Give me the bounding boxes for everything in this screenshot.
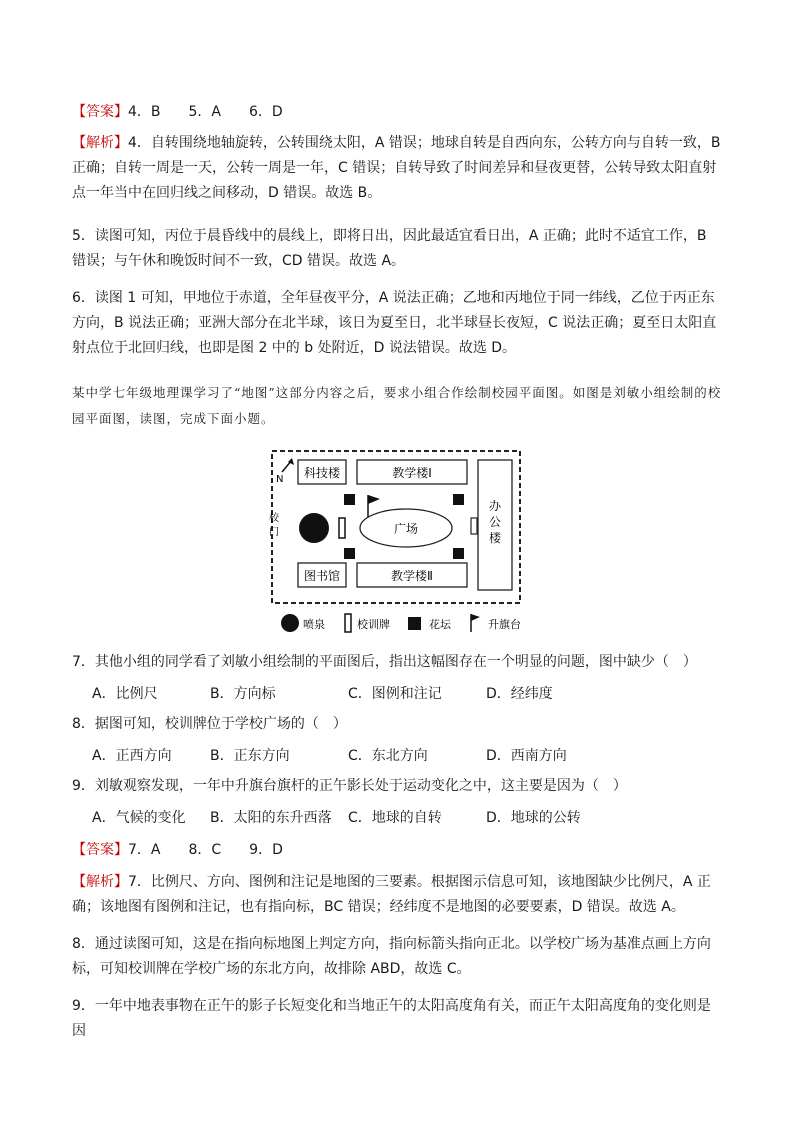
answer-text: 7．A 8．C 9．D [128, 842, 283, 858]
option-d[interactable]: D．地球的公转 [486, 810, 581, 826]
analysis-q8: 8．通过读图可知，这是在指向标地图上判定方向，指向标箭头指向正北。以学校广场为基准点画上方向标，可知校训牌在学校广场的东北方向，故排除 ABD，故选 C。 [72, 936, 711, 977]
office-building-char-1: 办 [488, 499, 502, 513]
answer-tag: 【答案】 [72, 104, 128, 120]
legend-fountain-icon [281, 614, 299, 632]
north-label: N [276, 474, 284, 485]
fountain-symbol [299, 513, 329, 543]
analysis-tag: 【解析】 [72, 135, 128, 151]
office-entrance [471, 518, 477, 534]
option-b[interactable]: B．方向标 [210, 686, 276, 702]
flowerbed-symbol [344, 494, 355, 505]
option-d[interactable]: D．西南方向 [486, 748, 567, 764]
option-b[interactable]: B．正东方向 [210, 748, 290, 764]
option-c[interactable]: C．东北方向 [348, 748, 428, 764]
analysis-q6: 6．读图 1 可知，甲地位于赤道，全年昼夜平分，A 说法正确；乙地和丙地位于同一纬线，乙位于丙正东方向，B 说法正确；亚洲大部分在北半球，该日为夏至日，北半球昼长夜短，C 说法正确；夏至日太阳直射点位于北回归线，也即是图 2 中的 b 处附近，D 说法错误。故选 D。 [72, 290, 717, 356]
office-building-char-3: 楼 [488, 531, 502, 545]
answer-text: 4．B 5．A 6．D [128, 104, 283, 120]
library-label: 图书馆 [303, 569, 341, 583]
north-arrow-icon [282, 458, 294, 472]
analysis-q7 [72, 870, 724, 920]
motto-board-symbol [339, 518, 345, 538]
office-building-char-2: 公 [488, 515, 502, 529]
answer-line-1 [72, 100, 724, 125]
analysis-q9: 9．一年中地表事物在正午的影子长短变化和当地正午的太阳高度角有关，而正午太阳高度角的变化则是因 [72, 998, 711, 1039]
gate-char-1: 校 [269, 513, 279, 524]
question-8-stem: 8．据图可知，校训牌位于学校广场的（ ） [72, 716, 347, 732]
option-a[interactable]: A．气候的变化 [92, 810, 186, 826]
question-intro: 某中学七年级地理课学习了“地图”这部分内容之后，要求小组合作绘制校园平面图。如图是刘敏小组绘制的校园平面图，读图，完成下面小题。 [72, 385, 722, 426]
legend-flowerbed-icon [408, 617, 421, 630]
answer-tag: 【答案】 [72, 842, 128, 858]
square-label: 广场 [393, 522, 419, 536]
analysis-tag: 【解析】 [72, 874, 128, 890]
legend-flagpole-icon [471, 614, 480, 632]
teaching-building-1-label: 教学楼Ⅰ [392, 466, 432, 480]
flowerbed-symbol [453, 548, 464, 559]
option-c[interactable]: C．图例和注记 [348, 686, 442, 702]
analysis-q5: 5．读图可知，丙位于晨昏线中的晨线上，即将日出，因此最适宜看日出，A 正确；此时不适宜工作，B 错误；与午休和晚饭时间不一致，CD 错误。故选 A。 [72, 228, 707, 269]
legend-flagpole-label: 升旗台 [488, 618, 521, 631]
analysis-text-q4: 4．自转围绕地轴旋转，公转围绕太阳，A 错误；地球自转是自西向东，公转方向与自转一致，B 正确；自转一周是一天，公转一周是一年，C 错误；自转导致了时间差异和昼夜更替，公转导致太阳直射点一年当中在回归线之间移动，D 错误。故选 B。 [72, 135, 721, 201]
option-a[interactable]: A．比例尺 [92, 686, 158, 702]
option-a[interactable]: A．正西方向 [92, 748, 172, 764]
question-9-stem: 9．刘敏观察发现，一年中升旗台旗杆的正午影长处于运动变化之中，这主要是因为（ ） [72, 778, 627, 794]
tech-building-label: 科技楼 [303, 466, 341, 480]
legend-motto-label: 校训牌 [357, 618, 390, 631]
question-7-stem: 7．其他小组的同学看了刘敏小组绘制的平面图后，指出这幅图存在一个明显的问题，图中缺少（ ） [72, 654, 697, 670]
analysis-q4 [72, 131, 724, 206]
gate-char-2: 门 [269, 527, 279, 538]
option-b[interactable]: B．太阳的东升西落 [210, 810, 332, 826]
answer-line-2 [72, 838, 724, 863]
flowerbed-symbol [453, 494, 464, 505]
legend-fountain-label: 喷泉 [303, 618, 325, 631]
campus-map [266, 448, 526, 638]
flowerbed-symbol [344, 548, 355, 559]
option-d[interactable]: D．经纬度 [486, 686, 553, 702]
analysis-text-q7: 7．比例尺、方向、图例和注记是地图的三要素。根据图示信息可知，该地图缺少比例尺，A 正确；该地图有图例和注记，也有指向标，BC 错误；经纬度不是地图的必要要素，D 错误。故选 A。 [72, 874, 711, 915]
option-c[interactable]: C．地球的自转 [348, 810, 442, 826]
legend-motto-icon [345, 614, 351, 632]
legend-flowerbed-label: 花坛 [429, 618, 451, 631]
teaching-building-2-label: 教学楼Ⅱ [391, 569, 433, 583]
